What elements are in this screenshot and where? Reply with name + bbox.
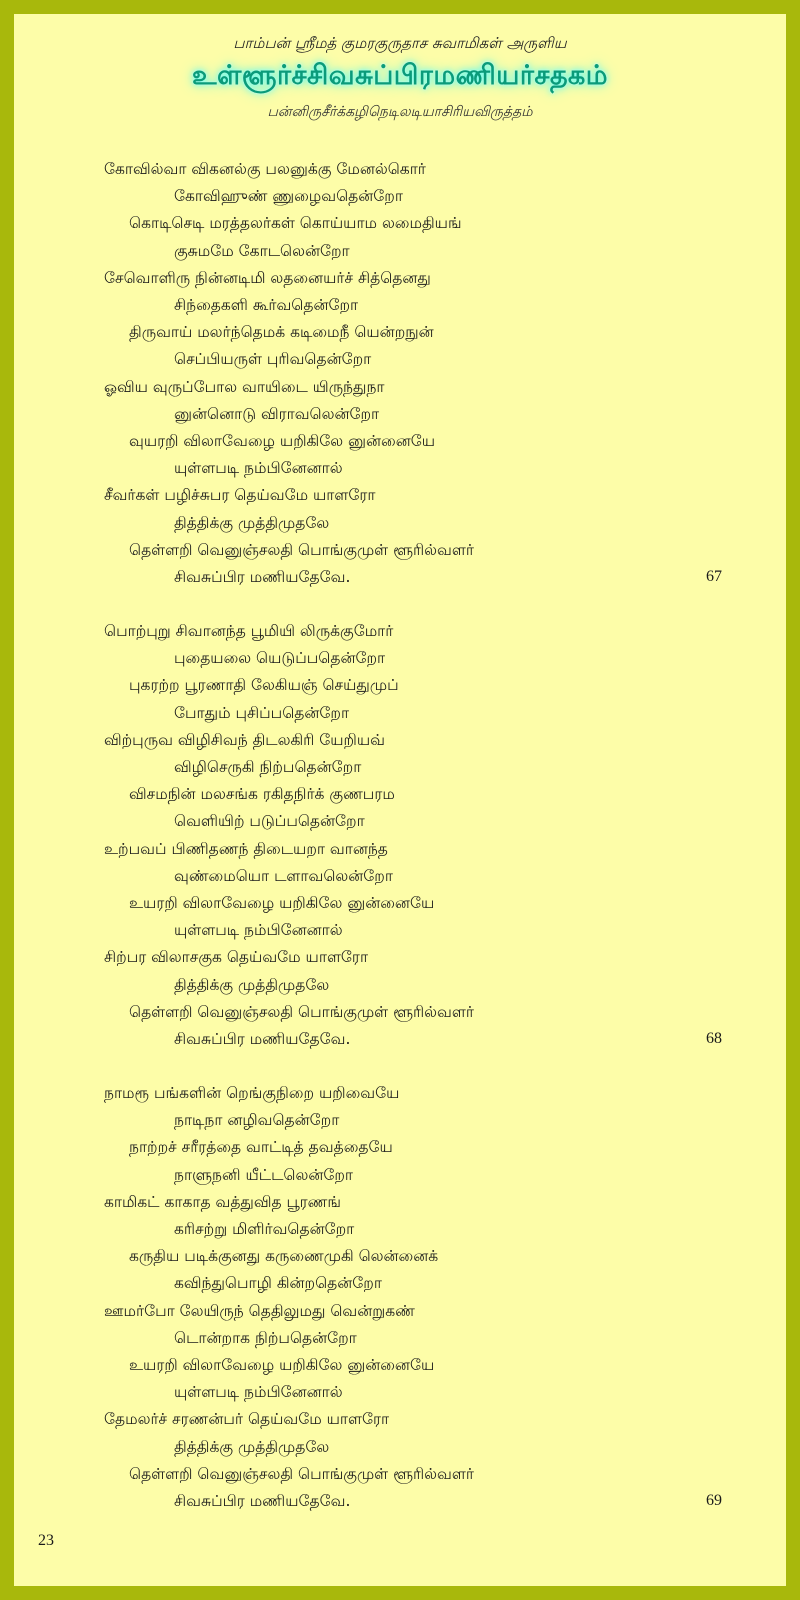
verse-line: கோவிஹுண் ணுழைவதென்றோ bbox=[174, 187, 403, 206]
verse-line: வெளியிற் படுப்பதென்றோ bbox=[174, 812, 365, 831]
verse-line: சிவசுப்பிர மணியதேவே. bbox=[174, 568, 351, 586]
verse-line: தேமலர்ச் சரணன்பர் தெய்வமே யாளரோ bbox=[104, 1410, 390, 1429]
verse-line: புகரற்ற பூரணாதி லேகியஞ் செய்துமுப் bbox=[129, 676, 399, 695]
verse-line: நாற்றச் சரீரத்தை வாட்டித் தவத்தையே bbox=[129, 1138, 393, 1157]
verse-line: சிந்தைகளி கூர்வதென்றோ bbox=[174, 296, 359, 314]
verse-line: தித்திக்கு முத்திமுதலே bbox=[174, 975, 330, 994]
verse-line: உயரறி விலாவேழை யறிகிலே னுன்னையே bbox=[129, 894, 435, 912]
verse-line: யுள்ளபடி நம்பினேனால் bbox=[174, 1383, 343, 1402]
page-number: 23 bbox=[38, 1532, 54, 1549]
verse-line: நாளுநனி யீட்டலென்றோ bbox=[174, 1165, 354, 1184]
verse-line: உற்பவப் பிணிதணந் திடையறா வானந்த bbox=[104, 839, 388, 858]
verse-line: சீவர்கள் பழிச்சுபர தெய்வமே யாளரோ bbox=[104, 486, 376, 505]
verse-line: கோவில்வா விகனல்கு பலனுக்கு மேனல்கொர் bbox=[104, 160, 426, 178]
verse-line: யுள்ளபடி நம்பினேனால் bbox=[174, 921, 343, 940]
page-title: உள்ளூர்ச்சிவசுப்பிரமணியர்சதகம் bbox=[191, 60, 609, 91]
verse-line: காமிகட் காகாத வத்துவித பூரணங் bbox=[104, 1192, 341, 1211]
verse-line: உயரறி விலாவேழை யறிகிலே னுன்னையே bbox=[129, 1356, 435, 1374]
verse-line: விழிசெருகி நிற்பதென்றோ bbox=[174, 758, 362, 776]
verse-number: 67 bbox=[706, 568, 722, 585]
verse-line: புதையலை யெடுப்பதென்றோ bbox=[174, 649, 386, 668]
verse-line: பொற்புறு சிவானந்த பூமியி லிருக்குமோர் bbox=[104, 622, 394, 640]
verse-line: வுண்மையொ டளாவலென்றோ bbox=[174, 866, 393, 885]
author-attribution: பாம்பன் ஸ்ரீமத் குமரகுருதாச சுவாமிகள் அருளிய bbox=[233, 34, 567, 52]
verse-line: தெள்ளறி வெனுஞ்சலதி பொங்குமுள் ளூரில்வளர் bbox=[129, 540, 474, 559]
verse-line: விற்புருவ விழிசிவந் திடலகிரி யேறியவ் bbox=[104, 730, 386, 749]
verse-number: 68 bbox=[706, 1030, 722, 1047]
verse-line: சிவசுப்பிர மணியதேவே. bbox=[174, 1492, 351, 1510]
document-page bbox=[14, 14, 786, 1586]
verse-line: யுள்ளபடி நம்பினேனால் bbox=[174, 459, 343, 478]
verse-line: ஓவிய வுருப்போல வாயிடை யிருந்துநா bbox=[104, 377, 385, 396]
verse-line: கருதிய படிக்குனது கருணைமுகி லென்னைக் bbox=[129, 1247, 439, 1266]
verse-line: கரிசற்று மிளிர்வதென்றோ bbox=[174, 1220, 355, 1238]
verse-line: நாமரூ பங்களின் றெங்குநிறை யறிவையே bbox=[104, 1084, 400, 1102]
verse-number: 69 bbox=[706, 1492, 722, 1509]
verse-line: தெள்ளறி வெனுஞ்சலதி பொங்குமுள் ளூரில்வளர் bbox=[129, 1464, 474, 1483]
verse-line: தித்திக்கு முத்திமுதலே bbox=[174, 1437, 330, 1456]
verse-line: சிவசுப்பிர மணியதேவே. bbox=[174, 1030, 351, 1048]
verse-line: சிற்பர விலாசகுக தெய்வமே யாளரோ bbox=[104, 948, 369, 967]
meter-subtitle: பன்னிருசீர்க்கழிநெடிலடியாசிரியவிருத்தம் bbox=[267, 104, 533, 120]
verse-line: னுன்னொடு விராவலென்றோ bbox=[174, 404, 380, 423]
verse-line: கவிந்துபொழி கின்றதென்றோ bbox=[174, 1274, 382, 1293]
verse-line: சேவொளிரு நின்னடிமி லதனையர்ச் சித்தெனது bbox=[104, 268, 431, 287]
verse-line: ஊமர்போ லேயிருந் தெதிலுமது வென்றுகண் bbox=[104, 1301, 415, 1320]
verse-line: தித்திக்கு முத்திமுதலே bbox=[174, 513, 330, 532]
verse-line: விசமநின் மலசங்க ரகிதநிர்க் குணபரம bbox=[129, 785, 395, 804]
verse-line: வுயரறி விலாவேழை யறிகிலே னுன்னையே bbox=[129, 432, 436, 450]
verse-line: தெள்ளறி வெனுஞ்சலதி பொங்குமுள் ளூரில்வளர் bbox=[129, 1002, 474, 1021]
verse-line: குசுமமே கோடலென்றோ bbox=[174, 241, 350, 260]
verse-line: போதும் புசிப்பதென்றோ bbox=[174, 703, 350, 722]
verse-line: திருவாய் மலர்ந்தெமக் கடிமைநீ யென்றநுன் bbox=[129, 323, 434, 342]
verse-line: செப்பியருள் புரிவதென்றோ bbox=[174, 350, 372, 369]
verse-line: நாடிநா னழிவதென்றோ bbox=[174, 1111, 340, 1130]
verse-line: கொடிசெடி மரத்தலர்கள் கொய்யாம லமைதியங் bbox=[129, 214, 462, 233]
verse-line: டொன்றாக நிற்பதென்றோ bbox=[174, 1328, 357, 1347]
